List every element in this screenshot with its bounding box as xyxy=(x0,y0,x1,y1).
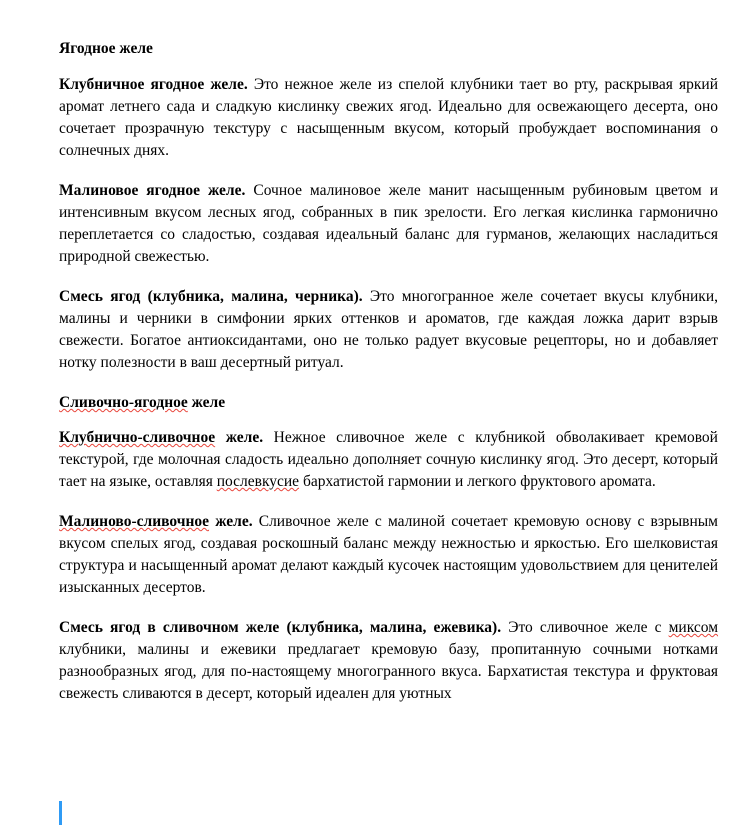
paragraph-text: Сочное малиновое желе манит насыщенным рубиновым цветом и интенсивным вкусом лесных ягод, собранных в пик зрелости. Его легкая кислинка гармонично переплетается со сладостью, создавая идеальный баланс для гурманов, желающих насладиться природной свежестью. xyxy=(59,182,718,265)
paragraph-text: Нежное сливочное желе с клубникой обволакивает кремовой текстурой, где молочная сладость идеально дополняет сочную кислинку ягод. Это десерт, который тает на языке, оставляя xyxy=(59,429,718,490)
paragraph-berry-mix-cream-jelly xyxy=(59,617,718,705)
paragraph-lead-in: Малиновое ягодное желе. xyxy=(59,182,246,199)
paragraph-text: клубники, малины и ежевики предлагает кремовую базу, пропитанную сочными нотками разнообразных ягод, для по-настоящему многогранного вкуса. Бархатистая текстура и фруктовая свежесть сливаются в десерт, который идеален для уютных xyxy=(59,641,718,702)
paragraph-text: Это сливочное желе с xyxy=(501,619,669,636)
paragraph-raspberry-cream-jelly xyxy=(59,511,718,599)
paragraph-text: Это нежное желе из спелой клубники тает во рту, раскрывая яркий аромат летнего сада и сладкую кислинку свежих ягод. Идеально для освежающего десерта, оно сочетает прозрачную текстуру с насыщенным вкусом, который пробуждает воспоминания о солнечных днях. xyxy=(59,76,718,159)
paragraph-lead-in: Смесь ягод в сливочном желе (клубника, малина, ежевика). xyxy=(59,619,502,636)
paragraph-text: Это многогранное желе сочетает вкусы клубники, малины и черники в симфонии ярких оттенков и ароматов, где каждая ложка дарит взрыв свежести. Богатое антиоксидантами, оно не только радует вкусовые рецепторы, но и добавляет нотку полезности в ваш десертный ритуал. xyxy=(59,288,718,371)
misspelled-word[interactable]: Малиново-сливочное xyxy=(59,513,210,530)
misspelled-word[interactable]: Сливочно-ягодное xyxy=(59,394,188,411)
paragraph-strawberry-cream-jelly xyxy=(59,427,718,493)
paragraph-lead-in: Клубничное ягодное желе. xyxy=(59,76,248,93)
paragraph-lead-in: желе. xyxy=(215,429,264,446)
misspelled-word[interactable]: миксом xyxy=(668,619,719,636)
paragraph-raspberry-jelly xyxy=(59,180,718,268)
misspelled-word[interactable]: послевкусие xyxy=(216,473,300,490)
misspelled-word[interactable]: Клубнично-сливочное xyxy=(59,429,216,446)
heading-text: желе xyxy=(187,394,226,411)
section-heading-berry-jelly: Ягодное желе xyxy=(59,40,153,57)
paragraph-strawberry-jelly xyxy=(59,74,718,162)
document-body[interactable] xyxy=(59,38,718,705)
paragraph-text: бархатистой гармонии и легкого фруктового аромата. xyxy=(299,473,656,490)
paragraph-lead-in: желе. xyxy=(209,513,253,530)
section-heading-creamy-berry-jelly xyxy=(59,392,718,414)
paragraph-lead-in: Смесь ягод (клубника, малина, черника). xyxy=(59,288,363,305)
paragraph-text: Сливочное желе с малиной сочетает кремовую основу с взрывным вкусом спелых ягод, создавая роскошный баланс между нежностью и яркостью. Его шелковистая структура и насыщенный аромат делают каждый кусочек настоящим удовольствием для ценителей изысканных десертов. xyxy=(59,513,718,596)
text-cursor-caret xyxy=(59,801,62,825)
paragraph-berry-mix-jelly xyxy=(59,286,718,374)
